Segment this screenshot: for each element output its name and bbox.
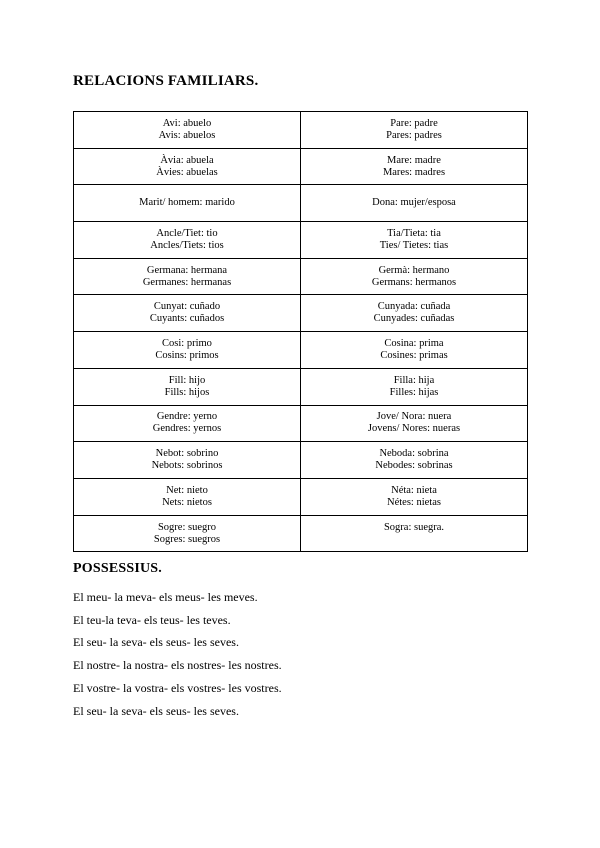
term-line: Nebot: sobrino	[155, 448, 219, 460]
term-line: Àvies: abuelas	[156, 166, 218, 178]
table-row	[74, 295, 528, 332]
term-line: Ancle/Tiet: tio	[156, 227, 218, 239]
term-line: Sogre: suegro	[157, 521, 217, 533]
term-line: Neboda: sobrina	[379, 448, 449, 460]
term-line: Avis: abuelos	[158, 129, 216, 141]
term-line: Cosi: primo	[162, 337, 212, 349]
table-row	[74, 258, 528, 295]
table-cell-right	[301, 148, 528, 185]
term-line: Germanes: hermanas	[142, 276, 232, 288]
term-line: Ancles/Tiets: tios	[150, 239, 224, 251]
term-line: Cosines: primas	[380, 349, 448, 361]
table-row	[74, 478, 528, 515]
term-line: Germans: hermanos	[371, 276, 457, 288]
table-row	[74, 148, 528, 185]
term-line: Nebodes: sobrinas	[375, 460, 453, 472]
term-line: Cunyades: cuñadas	[373, 313, 455, 325]
table-cell-left	[74, 185, 301, 222]
term-line: Ties/ Tietes: tias	[379, 239, 449, 251]
table-row	[74, 112, 528, 149]
term-line: Cuyants: cuñados	[149, 313, 225, 325]
term-line: Germà: hermano	[378, 264, 450, 276]
table-cell-left	[74, 368, 301, 405]
family-relations-table	[73, 111, 528, 552]
term-line: Mares: madres	[382, 166, 446, 178]
table-cell-right	[301, 515, 528, 552]
term-line: Sogres: suegros	[153, 533, 221, 545]
term-line: Mare: madre	[387, 154, 441, 166]
table-cell-right	[301, 478, 528, 515]
table-cell-left	[74, 148, 301, 185]
term-line: Marit/ homem: marido	[139, 197, 235, 209]
term-line: Dona: mujer/esposa	[372, 197, 456, 209]
table-cell-left	[74, 405, 301, 442]
possessive-line: El meu- la meva- els meus- les meves.	[73, 590, 258, 604]
table-cell-right	[301, 405, 528, 442]
table-cell-right	[301, 332, 528, 369]
term-line: Néta: nieta	[391, 484, 437, 496]
family-relations-table-body	[74, 112, 528, 552]
table-cell-left	[74, 478, 301, 515]
table-row	[74, 185, 528, 222]
possessive-line: El nostre- la nostra- els nostres- les nostres.	[73, 658, 282, 673]
term-line: Jovens/ Nores: nueras	[367, 423, 461, 435]
table-cell-right	[301, 222, 528, 259]
table-row	[74, 405, 528, 442]
table-cell-right	[301, 442, 528, 479]
term-line: Filla: hija	[393, 374, 435, 386]
term-line: Filles: hijas	[389, 386, 439, 398]
term-line: Pares: padres	[386, 129, 442, 141]
possessive-line: El seu- la seva- els seus- les seves.	[73, 635, 239, 650]
term-line: Nebots: sobrinos	[151, 460, 223, 472]
term-line: Gendre: yerno	[156, 411, 218, 423]
term-line: Nétes: nietas	[387, 496, 441, 508]
possessive-line: El teu-la teva- els teus- les teves.	[73, 612, 231, 627]
term-line: Nets: nietos	[162, 496, 212, 508]
table-cell-left	[74, 442, 301, 479]
term-line: Jove/ Nora: nuera	[376, 411, 452, 423]
table-cell-left	[74, 332, 301, 369]
possessives-list	[73, 586, 282, 722]
term-line: Cosins: primos	[155, 349, 219, 361]
table-cell-left	[74, 112, 301, 149]
family-relations-heading: RELACIONS FAMILIARS.	[73, 73, 259, 89]
table-row	[74, 332, 528, 369]
table-cell-left	[74, 258, 301, 295]
term-line: Fills: hijos	[164, 386, 210, 398]
table-cell-left	[74, 515, 301, 552]
term-line: Cunyat: cuñado	[153, 301, 221, 313]
term-line: Pare: padre	[390, 117, 438, 129]
term-line: Cunyada: cuñada	[377, 301, 451, 313]
term-line: Germana: hermana	[146, 264, 228, 276]
table-cell-right	[301, 112, 528, 149]
term-line: Net: nieto	[166, 484, 208, 496]
term-line: Tia/Tieta: tia	[387, 227, 441, 239]
table-cell-left	[74, 295, 301, 332]
table-cell-right	[301, 258, 528, 295]
term-line: Cosina: prima	[384, 337, 444, 349]
table-row	[74, 515, 528, 552]
table-row	[74, 368, 528, 405]
table-cell-left	[74, 222, 301, 259]
table-cell-right	[301, 368, 528, 405]
term-line: Sogra: suegra.	[383, 521, 445, 533]
term-line: Gendres: yernos	[152, 423, 222, 435]
term-line: Fill: hijo	[168, 374, 206, 386]
possessive-line: El seu- la seva- els seus- les seves.	[73, 703, 239, 718]
term-line: Àvia: abuela	[160, 154, 214, 166]
term-line: Avi: abuelo	[162, 117, 212, 129]
table-cell-right	[301, 295, 528, 332]
possessives-heading: POSSESSIUS.	[73, 561, 162, 576]
table-row	[74, 442, 528, 479]
table-row	[74, 222, 528, 259]
table-cell-right	[301, 185, 528, 222]
possessive-line: El vostre- la vostra- els vostres- les vostres.	[73, 680, 282, 695]
